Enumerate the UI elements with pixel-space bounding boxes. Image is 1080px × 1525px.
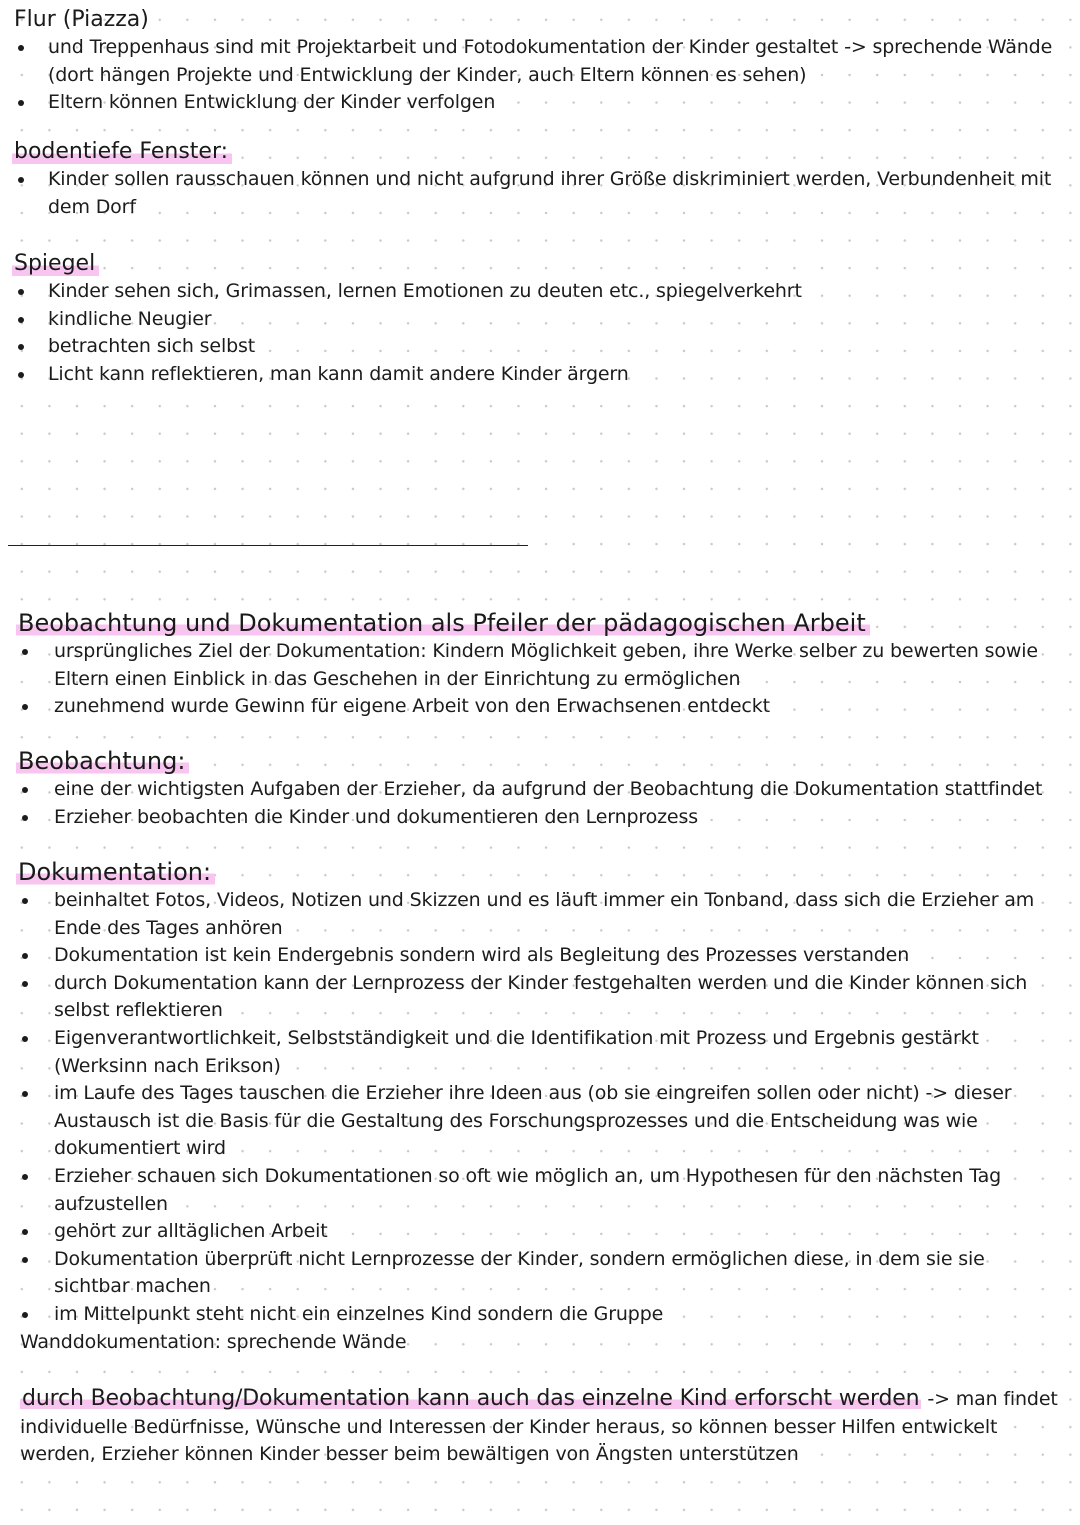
list-item: zunehmend wurde Gewinn für eigene Arbeit von den Erwachsenen entdeckt (0, 693, 1080, 721)
list-item: im Mittelpunkt steht nicht ein einzelnes Kind sondern die Gruppe (0, 1301, 1080, 1329)
list-item: Licht kann reflektieren, man kann damit andere Kinder ärgern (0, 361, 1080, 389)
list-item: eine der wichtigsten Aufgaben der Erzieher, da aufgrund der Beobachtung die Dokumentation stattfindet (0, 776, 1080, 804)
heading-beobachtung: Beobachtung: (16, 746, 189, 776)
list-item: Eltern können Entwicklung der Kinder verfolgen (0, 89, 1080, 117)
list-item: Erzieher schauen sich Dokumentationen so oft wie möglich an, um Hypothesen für den nächsten Tag aufzustellen (0, 1163, 1080, 1218)
wanddokumentation-note: Wanddokumentation: sprechende Wände (20, 1330, 407, 1353)
list-item: kindliche Neugier (0, 306, 1080, 334)
final-lead: durch Beobachtung/Dokumentation kann auch das einzelne Kind erforscht werden (22, 1386, 920, 1411)
heading-fenster: bodentiefe Fenster: (12, 138, 232, 166)
list-item: Eigenverantwortlichkeit, Selbstständigkeit und die Identifikation mit Prozess und Ergebnis gestärkt (Werksinn nach Erikson) (0, 1025, 1080, 1080)
heading-dokumentation: Dokumentation: (16, 857, 215, 887)
list-item: Dokumentation überprüft nicht Lernprozesse der Kinder, sondern ermöglichen diese, in dem sie sie sichtbar machen (0, 1246, 1080, 1301)
heading-flur: Flur (Piazza) (14, 7, 149, 32)
list-item: durch Dokumentation kann der Lernprozess der Kinder festgehalten werden und die Kinder können sich selbst reflektieren (0, 970, 1080, 1025)
list-item: betrachten sich selbst (0, 333, 1080, 361)
list-flur (0, 34, 1080, 117)
list-beobachtung (0, 776, 1080, 831)
section-fenster (0, 138, 1080, 221)
section-final (0, 1385, 1080, 1469)
section-dokumentation (0, 857, 1080, 1356)
list-item: im Laufe des Tages tauschen die Erzieher ihre Ideen aus (ob sie eingreifen sollen oder nicht) -> dieser Austausch ist die Basis für die Gestaltung des Forschungsprozesses und die Entscheidung was wie dokumentiert wird (0, 1080, 1080, 1163)
list-pfeiler (0, 638, 1080, 721)
list-item: Dokumentation ist kein Endergebnis sondern wird als Begleitung des Prozesses verstanden (0, 942, 1080, 970)
list-item: gehört zur alltäglichen Arbeit (0, 1218, 1080, 1246)
section-spiegel (0, 250, 1080, 388)
heading-spiegel: Spiegel (12, 250, 99, 278)
list-item: ursprüngliches Ziel der Dokumentation: Kindern Möglichkeit geben, ihre Werke selber zu bewerten sowie Eltern einen Einblick in das Geschehen in der Einrichtung zu ermöglichen (0, 638, 1080, 693)
list-fenster (0, 166, 1080, 221)
list-spiegel (0, 278, 1080, 388)
list-item: beinhaltet Fotos, Videos, Notizen und Skizzen und es läuft immer ein Tonband, dass sich die Erzieher am Ende des Tages anhören (0, 887, 1080, 942)
list-item: Kinder sehen sich, Grimassen, lernen Emotionen zu deuten etc., spiegelverkehrt (0, 278, 1080, 306)
section-divider (8, 545, 528, 546)
final-rest: -> man findet individuelle Bedürfnisse, Wünsche und Interessen der Kinder heraus, so können besser Hilfen entwickelt werden, Erzieher können Kinder besser beim bewältigen von Ängsten unterstützen (20, 1388, 1058, 1466)
list-item: Erzieher beobachten die Kinder und dokumentieren den Lernprozess (0, 804, 1080, 832)
section-pfeiler (0, 608, 1080, 721)
list-item: und Treppenhaus sind mit Projektarbeit und Fotodokumentation der Kinder gestaltet -> sprechende Wände (dort hängen Projekte und Entwicklung der Kinder, auch Eltern können es sehen) (0, 34, 1080, 89)
section-beobachtung (0, 746, 1080, 831)
list-dokumentation (0, 887, 1080, 1329)
final-paragraph (0, 1385, 1080, 1469)
heading-pfeiler: Beobachtung und Dokumentation als Pfeiler der pädagogischen Arbeit (16, 608, 870, 638)
section-flur (0, 6, 1080, 117)
list-item: Kinder sollen rausschauen können und nicht aufgrund ihrer Größe diskriminiert werden, Verbundenheit mit dem Dorf (0, 166, 1080, 221)
